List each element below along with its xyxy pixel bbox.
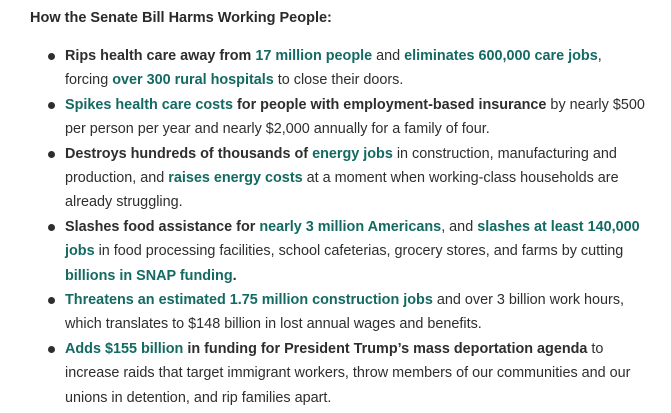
link[interactable]: Adds $155 billion <box>65 340 184 357</box>
bullet-icon <box>48 151 55 158</box>
item-text: and over 3 billion work hours, which translates to $148 billion in lost annual wages and benefits. <box>65 292 625 333</box>
item-text: Slashes food assistance for <box>65 218 260 235</box>
link[interactable]: Threatens an estimated 1.75 million construction jobs <box>65 292 433 309</box>
item-text: for people with employment-based insurance <box>232 96 547 113</box>
link[interactable]: raises energy costs <box>168 170 303 187</box>
link[interactable]: nearly 3 million Americans <box>259 218 442 235</box>
item-text: in food processing facilities, school cafeterias, grocery stores, and farms by cutting <box>94 243 624 260</box>
bullet-icon <box>48 102 55 109</box>
list-item <box>48 44 648 93</box>
bullet-icon <box>48 297 55 304</box>
list-item <box>48 337 648 410</box>
list-item <box>48 93 648 142</box>
item-text: in funding for President Trump’s mass deportation agenda <box>183 340 588 357</box>
item-text: . <box>232 267 237 284</box>
item-text: Destroys hundreds of thousands of <box>65 145 313 162</box>
item-text: Rips health care away from <box>65 48 256 64</box>
item-text: to close their doors. <box>273 72 404 89</box>
list-item <box>48 288 648 337</box>
link[interactable]: Spikes health care costs <box>65 96 233 113</box>
link[interactable]: energy jobs <box>312 145 393 162</box>
list-item <box>48 215 648 288</box>
bullet-icon <box>48 224 55 231</box>
item-text: and <box>372 48 405 64</box>
item-text: , forcing <box>65 48 602 89</box>
link[interactable]: eliminates 600,000 care jobs <box>404 48 598 64</box>
item-text: by nearly $500 per person per year and nearly $2,000 annually for a family of four. <box>65 96 645 138</box>
item-text: to increase raids that target immigrant workers, throw members of our communities and our unions in detention, and rip families apart. <box>65 340 631 406</box>
bullet-icon <box>48 53 55 60</box>
section-heading: How the Senate Bill Harms Working People: <box>30 10 332 26</box>
list-item <box>48 142 648 215</box>
link[interactable]: slashes at least 140,000 jobs <box>65 218 640 260</box>
link[interactable]: 17 million people <box>255 48 373 64</box>
harms-list <box>48 44 648 410</box>
item-text: , and <box>441 218 478 235</box>
link[interactable]: billions in SNAP funding <box>65 267 233 284</box>
item-text: in construction, manufacturing and production, and <box>65 145 617 187</box>
item-text: at a moment when working-class households are already struggling. <box>65 170 619 211</box>
link[interactable]: over 300 rural hospitals <box>112 72 274 89</box>
bullet-icon <box>48 346 55 353</box>
